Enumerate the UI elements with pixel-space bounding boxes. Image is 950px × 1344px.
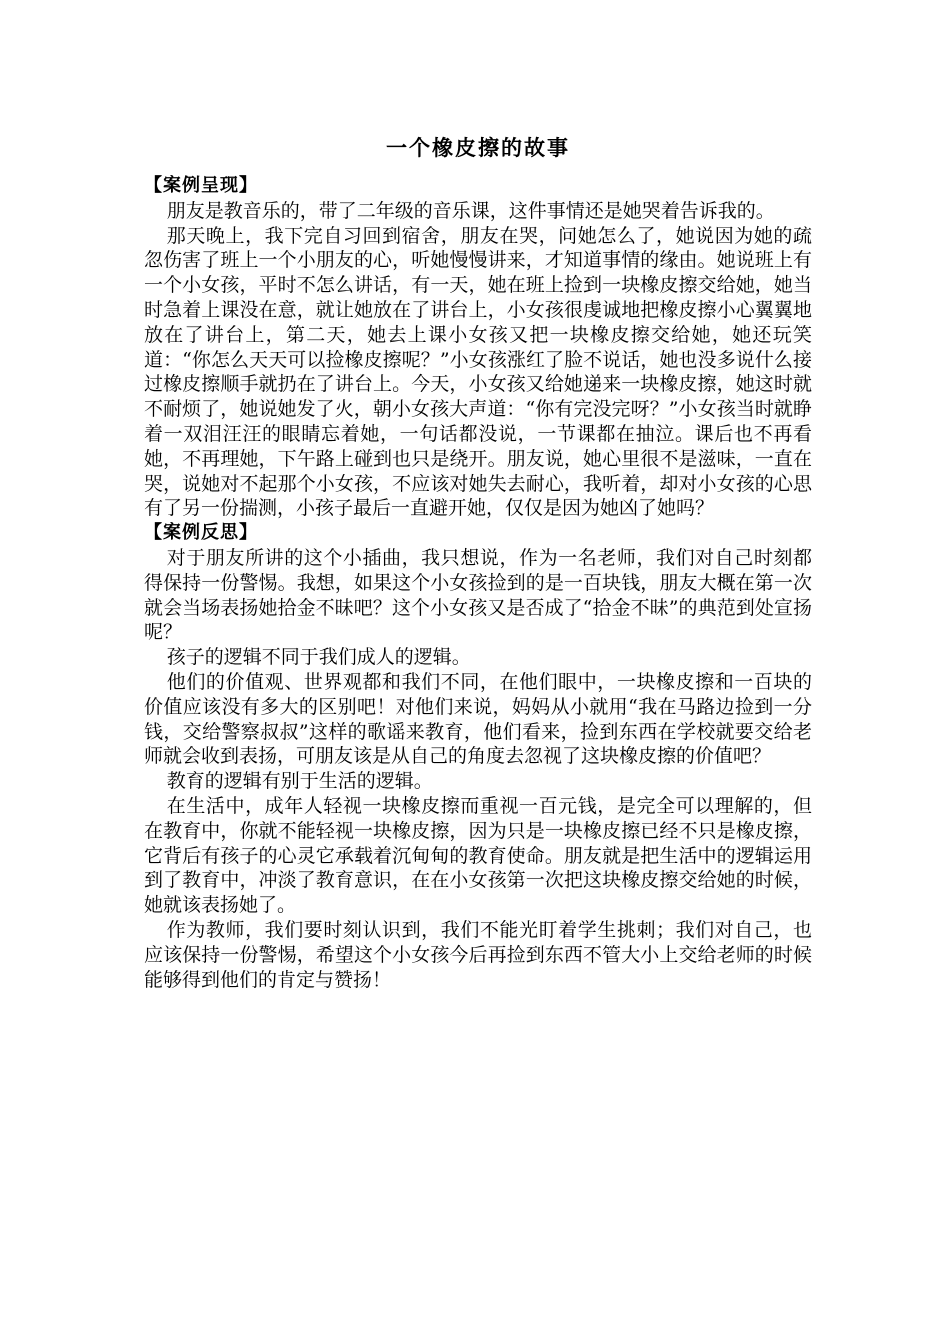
- paragraph: 对于朋友所讲的这个小插曲，我只想说，作为一名老师，我们对自己时刻都得保持一份警惕。我想，如果这个小女孩捡到的是一百块钱，朋友大概在第一次就会当场表扬她拾金不昧吧？这个小女孩又是否成了“拾金不昧”的典范到处宣扬呢？: [144, 546, 812, 644]
- paragraph: 教育的逻辑有别于生活的逻辑。: [166, 770, 433, 793]
- paragraph: 作为教师，我们要时刻认识到，我们不能光盯着学生挑刺；我们对自己，也应该保持一份警惕，希望这个小女孩今后再捡到东西不管大小上交给老师的时候能够得到他们的肯定与赞扬！: [144, 918, 812, 991]
- section-case-presentation: [144, 174, 812, 521]
- paragraph: 孩子的逻辑不同于我们成人的逻辑。: [166, 646, 471, 669]
- document-title: 一个橡皮擦的故事: [386, 135, 570, 160]
- section-heading-case-reflection: 【案例反思】: [144, 522, 258, 544]
- section-case-reflection: [144, 521, 812, 992]
- paragraph: 在生活中，成年人轻视一块橡皮擦而重视一百元钱，是完全可以理解的，但在教育中，你就不能轻视一块橡皮擦，因为只是一块橡皮擦已经不只是橡皮擦，它背后有孩子的心灵它承载着沉甸甸的教育使命。朋友就是把生活中的逻辑运用到了教育中，冲淡了教育意识，在在小女孩第一次把这块橡皮擦交给她的时候，她就该表扬她了。: [144, 794, 812, 917]
- paragraph: 那天晚上，我下完自习回到宿舍，朋友在哭，问她怎么了，她说因为她的疏忽伤害了班上一个小朋友的心，听她慢慢讲来，才知道事情的缘由。她说班上有一个小女孩，平时不怎么讲话，有一天，她在班上捡到一块橡皮擦交给她，她当时急着上课没在意，就让她放在了讲台上，小女孩很虔诚地把橡皮擦小心翼翼地放在了讲台上，第二天，她去上课小女孩又把一块橡皮擦交给她，她还玩笑道：“你怎么天天可以捡橡皮擦呢？”小女孩涨红了脸不说话，她也没多说什么接过橡皮擦顺手就扔在了讲台上。今天，小女孩又给她递来一块橡皮擦，她这时就不耐烦了，她说她发了火，朝小女孩大声道：“你有完没完呀？”小女孩当时就睁着一双泪汪汪的眼睛忘着她，一句话都没说，一节课都在抽泣。课后也不再看她，不再理她，下午路上碰到也只是绕开。朋友说，她心里很不是滋味，一直在哭，说她对不起那个小女孩，不应该对她失去耐心，我听着，却对小女孩的心思有了另一份揣测，小孩子最后一直避开她，仅仅是因为她凶了她吗？: [144, 224, 812, 520]
- section-heading-case-presentation: 【案例呈现】: [144, 175, 258, 196]
- document-page: [144, 134, 812, 992]
- paragraph: 朋友是教音乐的，带了二年级的音乐课，这件事情还是她哭着告诉我的。: [166, 199, 775, 222]
- paragraph: 他们的价值观、世界观都和我们不同，在他们眼中，一块橡皮擦和一百块的价值应该没有多大的区别吧！对他们来说，妈妈从小就用“我在马路边捡到一分钱，交给警察叔叔”这样的歌谣来教育，他们看来，捡到东西在学校就要交给老师就会收到表扬，可朋友该是从自己的角度去忽视了这块橡皮擦的价值吧？: [144, 670, 812, 768]
